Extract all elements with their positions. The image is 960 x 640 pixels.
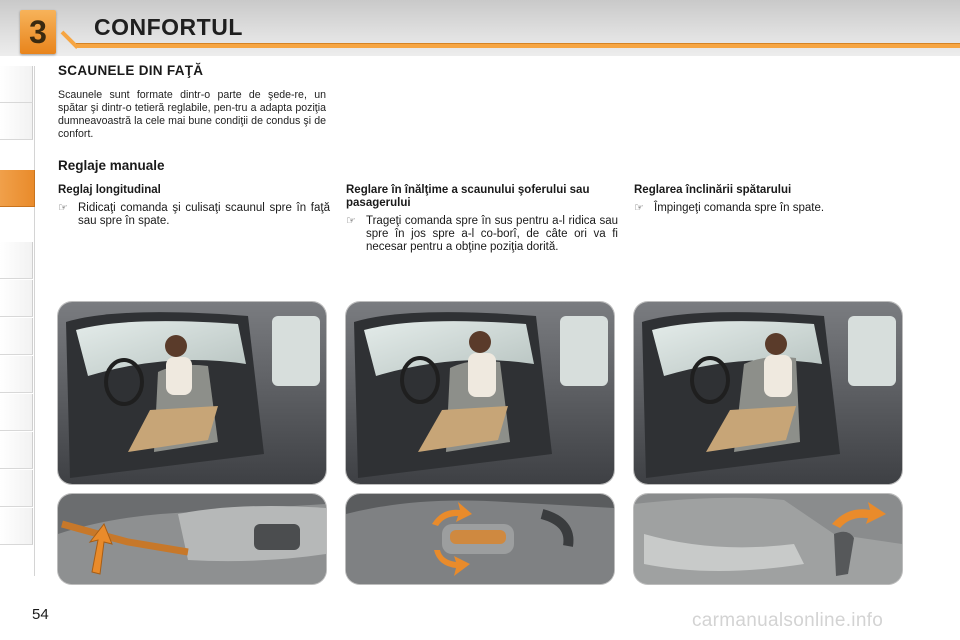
chapter-tab-4[interactable] <box>0 242 33 279</box>
instruction-text: Ridicaţi comanda şi culisaţi scaunul spre în faţă sau spre în spate. <box>78 202 330 227</box>
chapter-tab-6[interactable] <box>0 318 33 355</box>
page-number: 54 <box>32 606 49 623</box>
chapter-tab-5[interactable] <box>0 280 33 317</box>
chapter-tab-2[interactable] <box>0 103 33 140</box>
pointing-hand-icon: ☞ <box>634 202 644 214</box>
driver-seat-illustration-2 <box>346 302 614 484</box>
instruction-column-backrest <box>634 184 906 215</box>
instruction-column-height <box>346 184 618 254</box>
chapter-number: 3 <box>29 13 47 50</box>
driver-seat-illustration-1 <box>58 302 326 484</box>
height-control-closeup <box>346 494 614 584</box>
chapter-tab-9[interactable] <box>0 432 33 469</box>
backrest-control-closeup <box>634 494 902 584</box>
instruction-item <box>634 202 906 215</box>
chapter-tab-1[interactable] <box>0 66 33 103</box>
chapter-tab-8[interactable] <box>0 394 33 431</box>
instruction-item <box>346 215 618 254</box>
chapter-tab-10[interactable] <box>0 470 33 507</box>
pointing-hand-icon: ☞ <box>346 215 356 227</box>
chapter-tabs <box>0 66 35 576</box>
longitudinal-control-closeup <box>58 494 326 584</box>
header-rule <box>76 43 960 48</box>
instruction-text: Împingeţi comanda spre în spate. <box>654 202 825 214</box>
chapter-title: CONFORTUL <box>94 14 243 40</box>
pointing-hand-icon: ☞ <box>58 202 68 214</box>
instruction-text: Trageţi comanda spre în sus pentru a-l ridica sau spre în jos spre a-l co-borî, de câte ori va fi necesar pentru a obţine poziţia dorită. <box>366 215 618 253</box>
chapter-tab-11[interactable] <box>0 508 33 545</box>
subsection-title: Reglaje manuale <box>58 158 165 173</box>
chapter-number-badge <box>20 10 56 54</box>
instruction-column-longitudinal <box>58 184 330 228</box>
section-intro: Scaunele sunt formate dintr-o parte de şede-re, un spătar şi dintr-o tetieră reglabile, pen-tru a adapta poziţia dumneavoastră la cele mai bune condiţii de condus şi de confort. <box>58 89 326 140</box>
instruction-item <box>58 202 330 228</box>
chapter-tab-3-active[interactable] <box>0 170 35 207</box>
section-title: SCAUNELE DIN FAŢĂ <box>58 63 204 78</box>
site-watermark: carmanualsonline.info <box>692 610 884 631</box>
instruction-title: Reglare în înălţime a scaunului şoferului sau pasagerului <box>346 184 590 209</box>
instruction-title: Reglaj longitudinal <box>58 184 161 196</box>
driver-seat-illustration-3 <box>634 302 902 484</box>
instruction-title: Reglarea înclinării spătarului <box>634 184 792 196</box>
chapter-tab-7[interactable] <box>0 356 33 393</box>
